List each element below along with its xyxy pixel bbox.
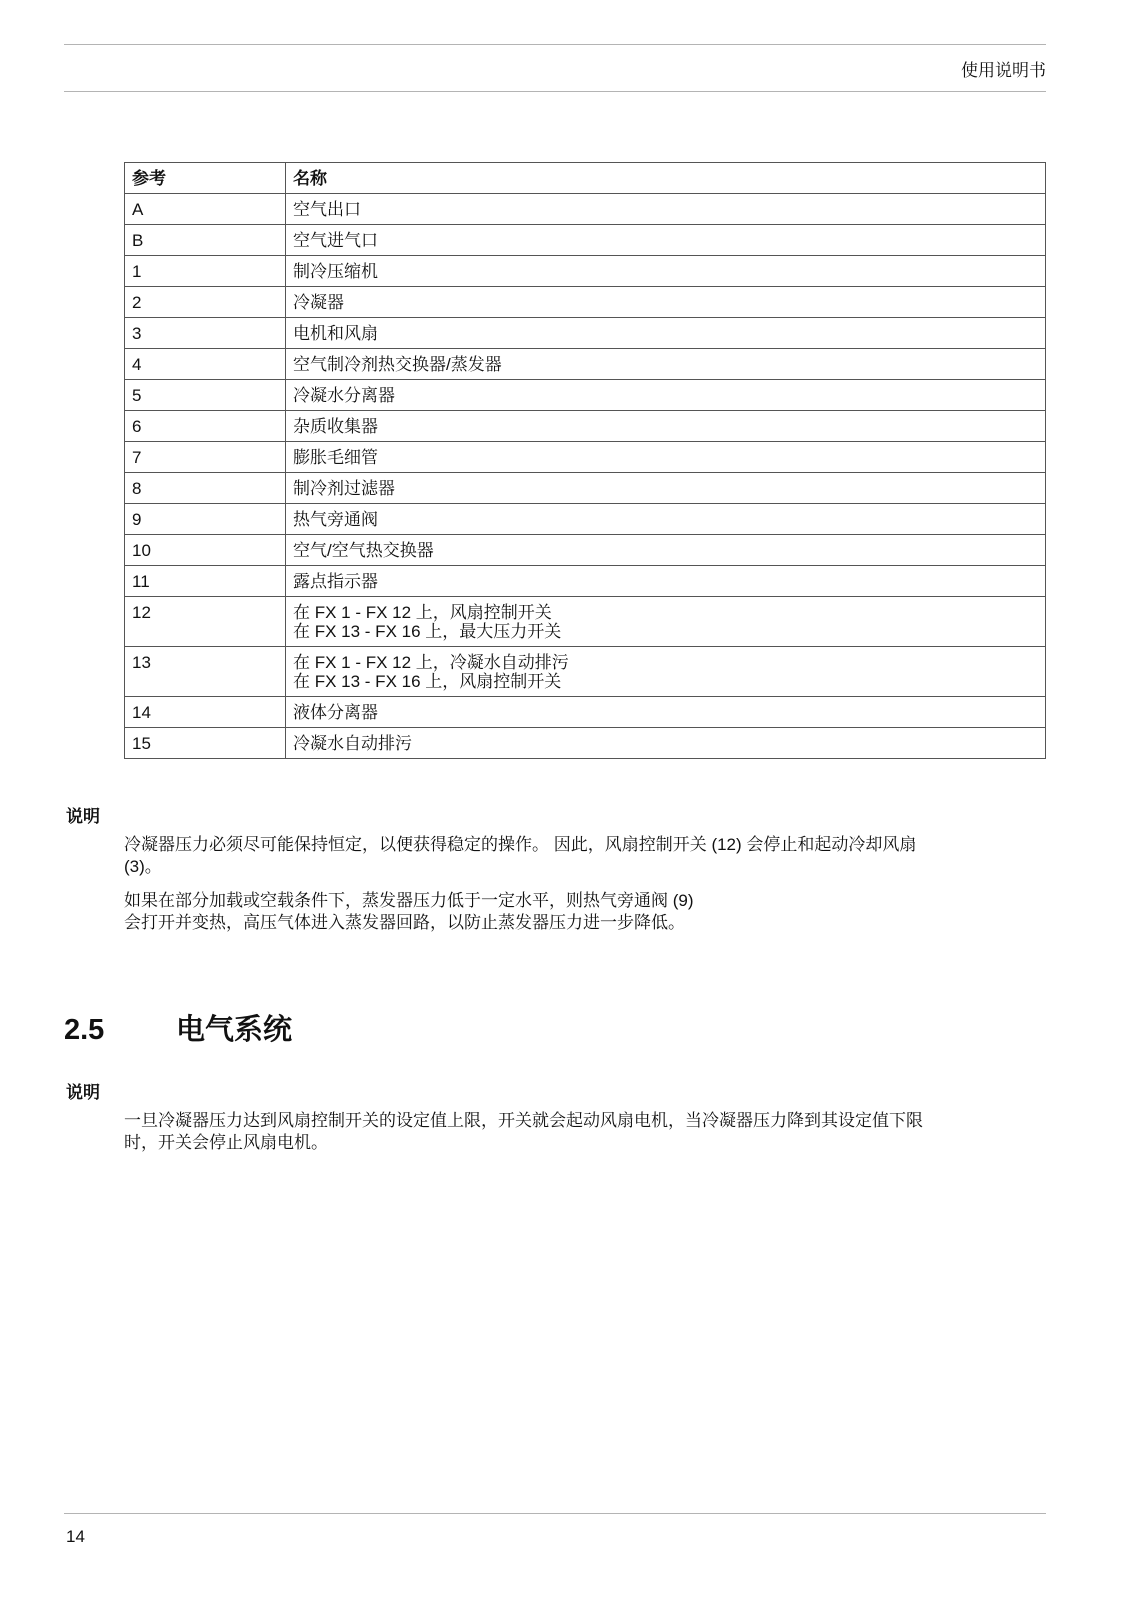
table-row bbox=[125, 380, 1046, 411]
table-row bbox=[125, 728, 1046, 759]
name-line: 空气出口 bbox=[293, 200, 361, 219]
reference-cell: 5 bbox=[125, 380, 286, 411]
name-line: 热气旁通阀 bbox=[293, 510, 378, 529]
table-row bbox=[125, 566, 1046, 597]
table-row bbox=[125, 697, 1046, 728]
table-row bbox=[125, 194, 1046, 225]
name-line: 膨胀毛细管 bbox=[293, 448, 378, 467]
table-row bbox=[125, 411, 1046, 442]
reference-cell: 14 bbox=[125, 697, 286, 728]
reference-cell: 10 bbox=[125, 535, 286, 566]
reference-cell: 2 bbox=[125, 287, 286, 318]
table-row bbox=[125, 473, 1046, 504]
name-cell bbox=[286, 597, 1046, 647]
paragraph-line: 时，开关会停止风扇电机。 bbox=[124, 1133, 328, 1152]
section-number: 2.5 bbox=[64, 1014, 105, 1046]
name-line: 液体分离器 bbox=[293, 703, 378, 722]
table-row bbox=[125, 225, 1046, 256]
reference-cell: 8 bbox=[125, 473, 286, 504]
table-row bbox=[125, 318, 1046, 349]
table-header-row bbox=[125, 163, 1046, 194]
name-line: 电机和风扇 bbox=[293, 324, 378, 343]
paragraph-line: 如果在部分加载或空载条件下，蒸发器压力低于一定水平，则热气旁通阀 (9) bbox=[124, 891, 694, 910]
description-label: 说明 bbox=[66, 1083, 100, 1102]
reference-cell: 9 bbox=[125, 504, 286, 535]
reference-cell: 7 bbox=[125, 442, 286, 473]
reference-cell: A bbox=[125, 194, 286, 225]
name-line: 制冷压缩机 bbox=[293, 262, 378, 281]
name-cell bbox=[286, 194, 1046, 225]
name-line: 空气进气口 bbox=[293, 231, 378, 250]
name-line: 在 FX 1 - FX 12 上，冷凝水自动排污 bbox=[293, 653, 569, 672]
column-header-name: 名称 bbox=[286, 163, 1046, 194]
name-line: 在 FX 13 - FX 16 上，最大压力开关 bbox=[293, 622, 562, 641]
description-label: 说明 bbox=[66, 807, 100, 826]
name-line: 空气/空气热交换器 bbox=[293, 541, 434, 560]
paragraph-line: (3)。 bbox=[124, 857, 162, 876]
reference-cell: 4 bbox=[125, 349, 286, 380]
footer-rule bbox=[64, 1513, 1046, 1514]
reference-cell: 11 bbox=[125, 566, 286, 597]
name-line: 制冷剂过滤器 bbox=[293, 479, 395, 498]
name-cell bbox=[286, 380, 1046, 411]
name-cell bbox=[286, 442, 1046, 473]
table-row bbox=[125, 349, 1046, 380]
name-cell bbox=[286, 287, 1046, 318]
description-paragraph bbox=[124, 834, 1044, 878]
name-line: 冷凝器 bbox=[293, 293, 344, 312]
name-cell bbox=[286, 256, 1046, 287]
name-line: 在 FX 1 - FX 12 上，风扇控制开关 bbox=[293, 603, 552, 622]
header-rule-bottom bbox=[64, 91, 1046, 92]
description-paragraph bbox=[124, 1110, 1044, 1154]
name-cell bbox=[286, 647, 1046, 697]
table-row bbox=[125, 256, 1046, 287]
name-cell bbox=[286, 318, 1046, 349]
name-cell bbox=[286, 504, 1046, 535]
name-cell bbox=[286, 349, 1046, 380]
paragraph-line: 一旦冷凝器压力达到风扇控制开关的设定值上限，开关就会起动风扇电机，当冷凝器压力降到其设定值下限 bbox=[124, 1111, 923, 1130]
name-line: 露点指示器 bbox=[293, 572, 378, 591]
reference-cell: 3 bbox=[125, 318, 286, 349]
section-heading bbox=[64, 1007, 292, 1048]
reference-cell: 1 bbox=[125, 256, 286, 287]
paragraph-line: 冷凝器压力必须尽可能保持恒定，以便获得稳定的操作。 因此，风扇控制开关 (12) 会停止和起动冷却风扇 bbox=[124, 835, 917, 854]
name-line: 空气制冷剂热交换器/蒸发器 bbox=[293, 355, 502, 374]
table-row bbox=[125, 647, 1046, 697]
reference-cell: 6 bbox=[125, 411, 286, 442]
table-row bbox=[125, 504, 1046, 535]
reference-cell: 15 bbox=[125, 728, 286, 759]
table-row bbox=[125, 535, 1046, 566]
name-cell bbox=[286, 535, 1046, 566]
name-line: 冷凝水自动排污 bbox=[293, 734, 412, 753]
name-cell bbox=[286, 566, 1046, 597]
name-cell bbox=[286, 697, 1046, 728]
section-title: 电气系统 bbox=[176, 1014, 293, 1046]
name-cell bbox=[286, 225, 1046, 256]
header-rule-top bbox=[64, 44, 1046, 45]
column-header-ref: 参考 bbox=[125, 163, 286, 194]
reference-table bbox=[124, 162, 1046, 759]
reference-cell: B bbox=[125, 225, 286, 256]
reference-cell: 12 bbox=[125, 597, 286, 647]
table-row bbox=[125, 287, 1046, 318]
table-row bbox=[125, 442, 1046, 473]
name-cell bbox=[286, 473, 1046, 504]
document-title: 使用说明书 bbox=[961, 61, 1046, 80]
page-number: 14 bbox=[66, 1527, 85, 1546]
paragraph-line: 会打开并变热，高压气体进入蒸发器回路，以防止蒸发器压力进一步降低。 bbox=[124, 913, 685, 932]
name-line: 在 FX 13 - FX 16 上，风扇控制开关 bbox=[293, 672, 562, 691]
description-paragraph bbox=[124, 890, 1044, 934]
name-cell bbox=[286, 728, 1046, 759]
name-cell bbox=[286, 411, 1046, 442]
name-line: 冷凝水分离器 bbox=[293, 386, 395, 405]
reference-cell: 13 bbox=[125, 647, 286, 697]
name-line: 杂质收集器 bbox=[293, 417, 378, 436]
table-row bbox=[125, 597, 1046, 647]
